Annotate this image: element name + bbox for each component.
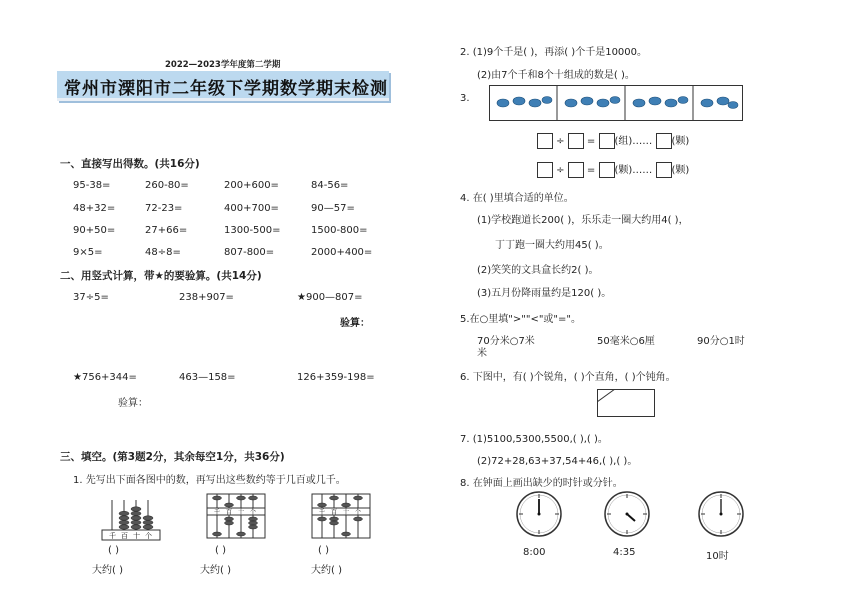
question-7a: 7. (1)5100,5300,5500,( ),( )。 [460,434,608,445]
question-8: 8. 在钟面上画出缺少的时针或分针。 [460,478,623,489]
calc-item: 48+32= [73,203,116,214]
answer-box[interactable] [656,162,672,178]
vertical-calc: ★756+344= [73,372,137,383]
vertical-calc: 37÷5= [73,292,109,303]
unit-label: (组)…… [614,136,653,147]
answer-box[interactable] [568,133,584,149]
compare-item-wrap: 米 [477,348,487,359]
answer-box[interactable] [568,162,584,178]
vertical-calc: ★900—807= [297,292,363,303]
calc-item: 260-80= [145,180,189,191]
calc-item: 90—57= [311,203,355,214]
answer-box[interactable] [537,133,553,149]
question-7b: (2)72+28,63+37,54+46,( ),( )。 [477,456,638,467]
candy-box-icon [489,85,743,121]
section-3-title: 三、填空。(第3题2分，其余每空1分，共36分) [60,451,285,463]
svg-text:百: 百 [121,532,128,540]
abacus-1 [100,494,162,542]
check-label: 验算： [340,318,370,329]
year-label: 2022—2023学年度第二学期 [165,60,281,70]
calc-item: 1500-800= [311,225,368,236]
calc-item: 84-56= [311,180,349,191]
svg-text:个: 个 [145,532,152,540]
corner-line [597,389,617,403]
svg-text:十: 十 [343,509,350,516]
clock-time-label: 10时 [706,551,729,562]
clock-face-icon[interactable] [515,490,563,538]
vertical-calc: 463—158= [179,372,236,383]
question-5: 5.在○里填">""<"或"="。 [460,314,582,325]
answer-paren: ( ) [215,545,226,556]
answer-paren: ( ) [108,545,119,556]
page-title: 常州市溧阳市二年级下学期数学期末检测 [64,79,388,99]
about-answer: 大约( ) [311,565,342,576]
question-2a: 2. (1)9个千是( )，再添( )个千是10000。 [460,47,648,58]
svg-text:百: 百 [331,509,338,516]
svg-text:千: 千 [319,509,326,516]
about-answer: 大约( ) [200,565,231,576]
question-6: 6. 下图中，有( )个锐角，( )个直角，( )个钝角。 [460,372,676,383]
calc-item: 2000+400= [311,247,373,258]
section-2-title: 二、用竖式计算，带★的要验算。(共14分) [60,270,262,282]
svg-text:千: 千 [214,509,221,516]
answer-box[interactable] [599,162,615,178]
equation-row-2: ÷ = (颗)…… (颗) [537,161,689,178]
question-4-part1: (1)学校跑道长200( )，乐乐走一圈大约用4( )， [477,215,689,226]
svg-text:十: 十 [133,532,140,540]
check-label: 验算： [118,398,148,409]
vertical-calc: 238+907= [179,292,234,303]
calc-item: 9×5= [73,247,103,258]
question-3: 3. [460,93,470,104]
calc-item: 90+50= [73,225,116,236]
calc-item: 1300-500= [224,225,281,236]
svg-text:百: 百 [226,509,233,516]
clock-face-icon[interactable] [603,490,651,538]
compare-item: 70分米○7米 [477,336,535,347]
question-4-part2: (2)笑笑的文具盒长约2( )。 [477,265,599,276]
clock-face-icon[interactable] [697,490,745,538]
section-1-title: 一、直接写出得数。(共16分) [60,158,200,170]
question-4-part1b: 丁丁跑一圈大约用45( )。 [495,240,609,251]
answer-box[interactable] [599,133,615,149]
calc-item: 27+66= [145,225,188,236]
compare-item: 50毫米○6厘 [597,336,655,347]
question-2b: (2)由7个千和8个十组成的数是( )。 [477,70,635,81]
svg-text:千: 千 [109,532,116,540]
calc-item: 48÷8= [145,247,181,258]
svg-text:个: 个 [250,509,257,516]
calc-item: 72-23= [145,203,183,214]
unit-label: (颗)…… [614,165,653,176]
clock-time-label: 4:35 [613,547,636,558]
calc-item: 200+600= [224,180,279,191]
svg-text:个: 个 [355,509,362,516]
question-4-part3: (3)五月份降雨量约是120( )。 [477,288,612,299]
answer-box[interactable] [537,162,553,178]
unit-label: (颗) [671,136,690,147]
question-1: 1. 先写出下面各图中的数，再写出这些数约等于几百或几千。 [73,475,346,486]
unit-label: (颗) [671,165,690,176]
vertical-calc: 126+359-198= [297,372,375,383]
calc-item: 95-38= [73,180,111,191]
clock-time-label: 8:00 [523,547,546,558]
answer-paren: ( ) [318,545,329,556]
abacus-2 [205,492,267,542]
abacus-3 [310,492,372,542]
equation-row-1: ÷ = (组)…… (颗) [537,132,689,149]
calc-item: 400+700= [224,203,279,214]
svg-text:十: 十 [238,509,245,516]
answer-box[interactable] [656,133,672,149]
compare-item: 90分○1时 [697,336,745,347]
about-answer: 大约( ) [92,565,123,576]
question-4: 4. 在( )里填合适的单位。 [460,193,574,204]
calc-item: 807-800= [224,247,275,258]
